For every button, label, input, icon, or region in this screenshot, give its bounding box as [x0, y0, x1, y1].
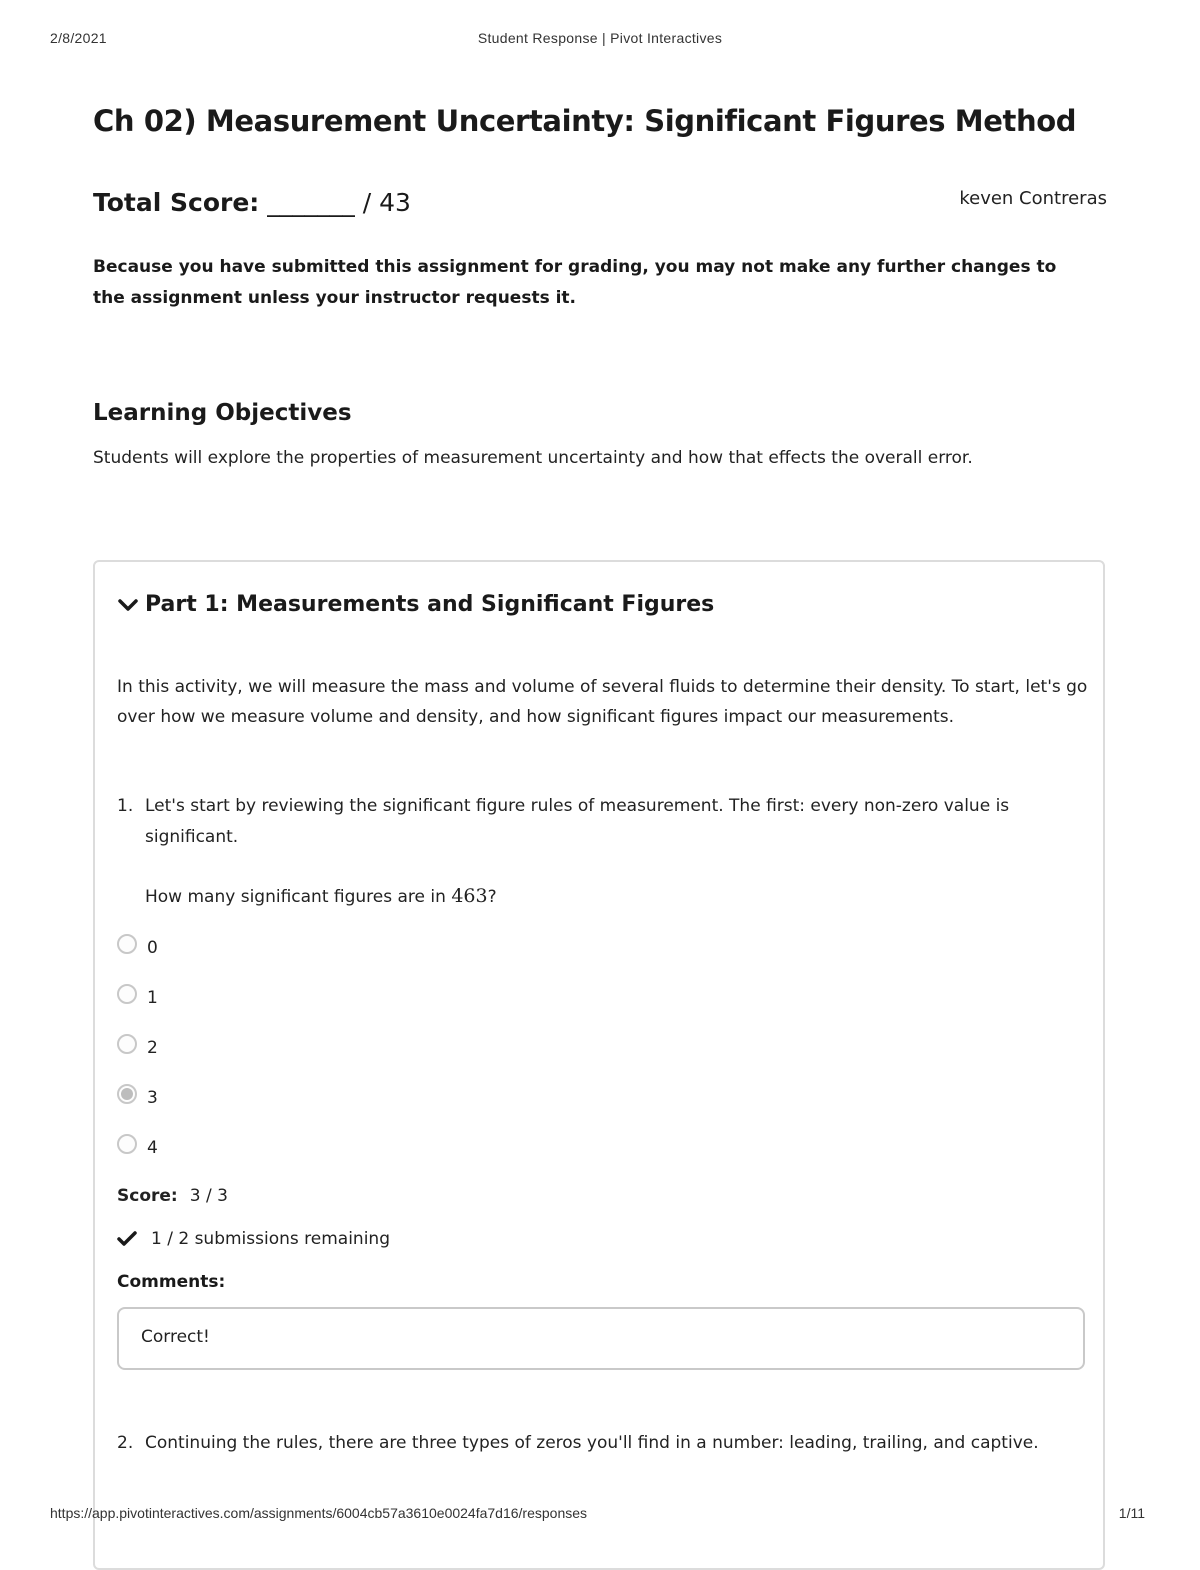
prompt-text: How many significant figures are in	[145, 887, 452, 907]
radio-button[interactable]	[117, 984, 137, 1004]
option-label: 4	[147, 1138, 158, 1158]
part-1-toggle[interactable]	[117, 592, 714, 617]
question-1-prompt	[145, 885, 497, 907]
radio-button-selected[interactable]	[117, 1084, 137, 1104]
question-number: 2.	[117, 1433, 134, 1453]
part-1-title: : Measurements and Significant Figures	[219, 592, 715, 617]
submitted-notice: Because you have submitted this assignment for grading, you may not make any further changes to the assignment unless your instructor requests it.	[93, 257, 1057, 308]
option-label: 2	[147, 1038, 158, 1058]
part-1-intro: In this activity, we will measure the mass and volume of several fluids to determine their density. To start, let's go over how we measure volume and density, and how significant figures impact our measurements.	[117, 677, 1088, 727]
option-label: 0	[147, 938, 158, 958]
prompt-end: ?	[487, 887, 497, 907]
page-number: 1/11	[1118, 1505, 1145, 1521]
part-1-label: Part 1	[145, 592, 220, 617]
total-score-label: Total Score:	[93, 188, 260, 217]
print-url: https://app.pivotinteractives.com/assignments/6004cb57a3610e0024fa7d16/responses	[50, 1505, 588, 1521]
chevron-down-icon	[117, 597, 139, 613]
print-page-title: Student Response | Pivot Interactives	[477, 30, 723, 46]
score-value: 3 / 3	[189, 1186, 228, 1206]
radio-button[interactable]	[117, 1134, 137, 1154]
comment-box: Correct!	[117, 1307, 1085, 1370]
option-label: 3	[147, 1088, 158, 1108]
question-number: 1.	[117, 796, 134, 816]
question-1	[117, 791, 1077, 853]
checkmark-icon	[117, 1231, 137, 1247]
assignment-title: Ch 02) Measurement Uncertainty: Significant Figures Method	[93, 104, 1077, 138]
learning-objectives-heading: Learning Objectives	[93, 400, 352, 426]
question-text: Let's start by reviewing the significant figure rules of measurement. The first: every non-zero value is significant.	[145, 796, 1010, 847]
part-1-card	[93, 560, 1105, 1570]
print-header	[50, 30, 1150, 50]
question-2	[117, 1428, 1077, 1459]
learning-objectives-text: Students will explore the properties of measurement uncertainty and how that effects the overall error.	[93, 448, 973, 468]
print-date: 2/8/2021	[50, 30, 107, 46]
score-label: Score:	[117, 1186, 178, 1206]
radio-button[interactable]	[117, 1034, 137, 1054]
submissions-text: 1 / 2 submissions remaining	[151, 1229, 390, 1249]
prompt-math: 463	[451, 885, 488, 907]
radio-button[interactable]	[117, 934, 137, 954]
question-text: Continuing the rules, there are three types of zeros you'll find in a number: leading, trailing, and captive.	[145, 1433, 1039, 1453]
option-label: 1	[147, 988, 158, 1008]
total-score	[93, 188, 411, 217]
comments-label: Comments:	[117, 1272, 226, 1292]
student-name: keven Contreras	[959, 188, 1107, 209]
question-score	[117, 1186, 228, 1206]
total-score-value: _______ / 43	[267, 188, 411, 217]
submissions-status	[117, 1229, 390, 1249]
print-footer	[50, 1505, 1150, 1525]
